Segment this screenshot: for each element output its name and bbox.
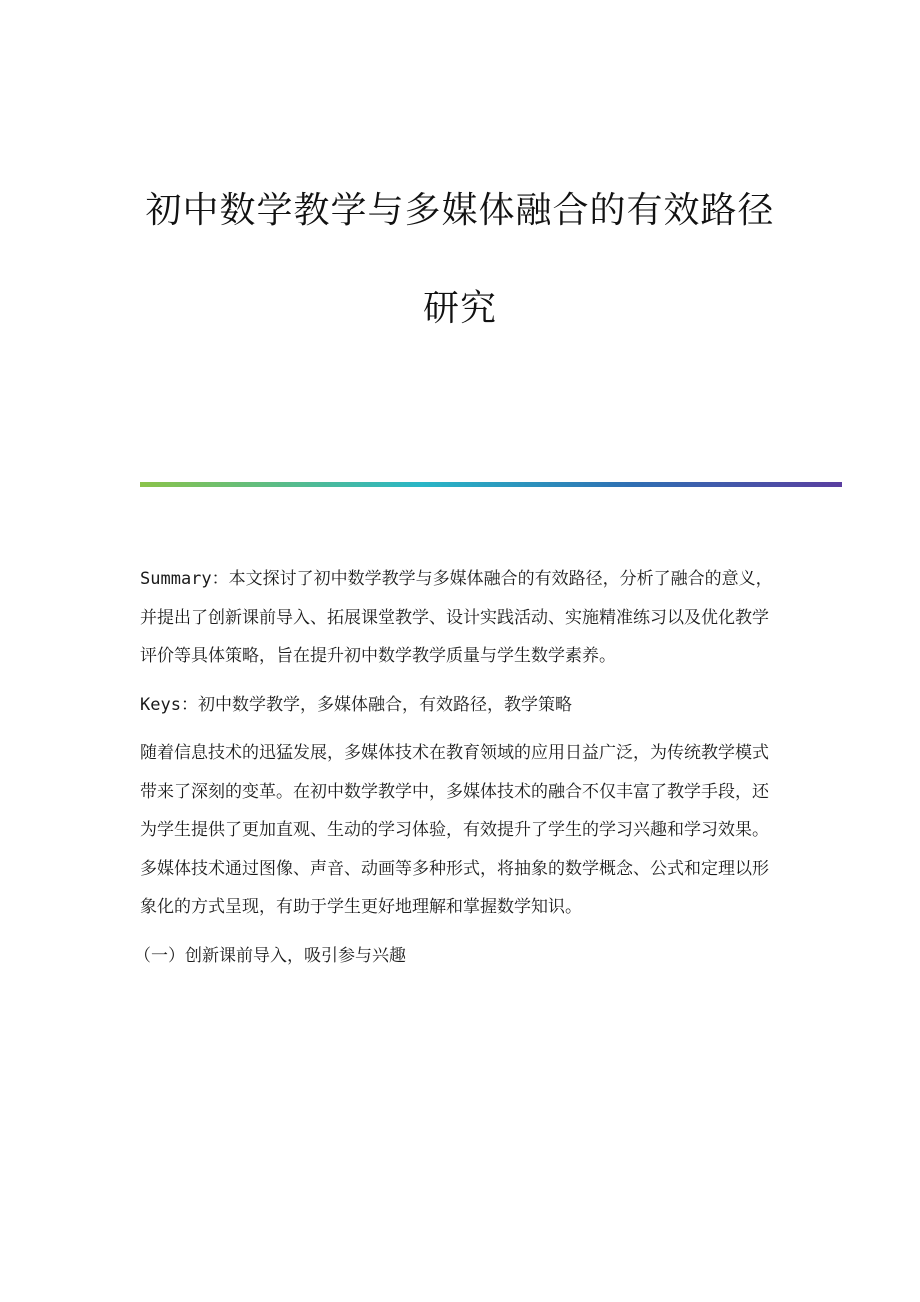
keys-text: 初中数学教学，多媒体融合，有效路径，教学策略	[197, 694, 572, 715]
body-paragraph: 随着信息技术的迅猛发展，多媒体技术在教育领域的应用日益广泛，为传统教学模式带来了深刻的变革。在初中数学教学中，多媒体技术的融合不仅丰富了教学手段，还为学生提供了更加直观、生动的学习体验，有效提升了学生的学习兴趣和学习效果。多媒体技术通过图像、声音、动画等多种形式，将抽象的数学概念、公式和定理以形象化的方式呈现，有助于学生更好地理解和掌握数学知识。	[140, 743, 769, 917]
title-line-2: 研究	[422, 288, 497, 329]
gradient-divider	[140, 482, 842, 487]
summary-paragraph	[140, 560, 780, 676]
document-body	[134, 560, 780, 975]
title-line-1: 初中数学教学与多媒体融合的有效路径	[145, 190, 775, 231]
keys-label: Keys：	[140, 694, 198, 715]
summary-label: Summary：	[140, 569, 229, 589]
document-title	[100, 182, 820, 338]
summary-text: 本文探讨了初中数学教学与多媒体融合的有效路径，分析了融合的意义，并提出了创新课前导入、拓展课堂教学、设计实践活动、实施精准练习以及优化教学评价等具体策略，旨在提升初中数学教学质量与学生数学素养。	[140, 569, 773, 666]
section-heading: （一）创新课前导入，吸引参与兴趣	[134, 945, 406, 966]
keys-paragraph	[140, 686, 780, 725]
